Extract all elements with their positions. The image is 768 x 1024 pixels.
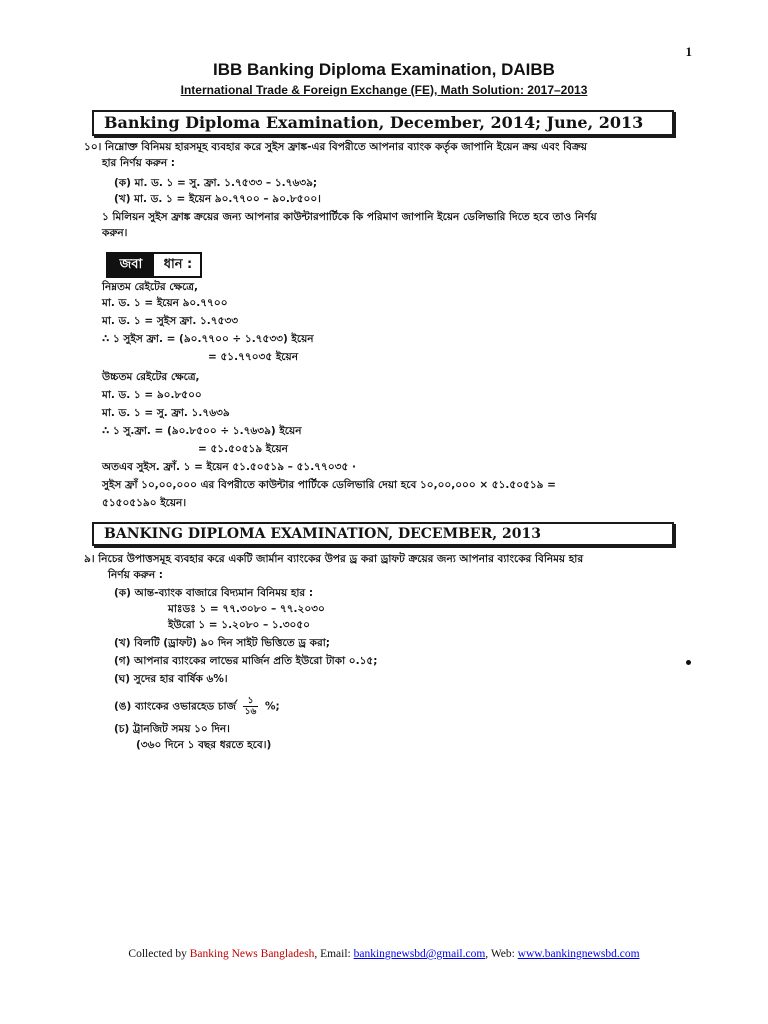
question-data-line: (৩৬০ দিনে ১ বছর ধরতে হবে।) <box>136 739 272 750</box>
question-data-line: (ঘ) সুদের হার বার্ষিক ৬%। <box>114 673 228 685</box>
solution-line: ∴ ১ সুইস ফ্রা. = (৯০.৭৭০০ ÷ ১.৭৫৩৩) ইয়েন <box>102 333 314 345</box>
solution-line: মা. ড. ১ = সু. ফ্রা. ১.৭৬৩৯ <box>102 407 230 419</box>
question-text-line: করুন। <box>102 227 128 239</box>
solution-line: মা. ড. ১ = ৯০.৮৫০০ <box>102 389 202 401</box>
question-rate-line: মাঃডঃ ১ = ৭৭.৩০৮০ – ৭৭.২০৩০ <box>168 603 325 615</box>
overhead-charge-label: (ঙ) ব্যাংকের ওভারহেড চার্জ <box>114 700 236 713</box>
question-rate-line: (ক) মা. ড. ১ = সু. ফ্রা. ১.৭৫৩৩ – ১.৭৬৩৯; <box>114 177 318 189</box>
solution-label-light: ধান : <box>163 257 193 272</box>
scanned-question-page <box>84 106 682 750</box>
percent-sign: %; <box>265 700 280 713</box>
document-title: IBB Banking Diploma Examination, DAIBB <box>213 60 555 79</box>
document-subtitle: International Trade & Foreign Exchange (FE), Math Solution: 2017–2013 <box>180 83 588 97</box>
question-text-line: নির্ণয় করুন : <box>108 569 163 581</box>
footer-web-label: Web: <box>490 948 515 960</box>
question-data-line: (ক) আন্ত-ব্যাংক বাজারে বিদ্যমান বিনিময় হার : <box>114 587 314 599</box>
footer-email-label: Email: <box>320 948 351 960</box>
question-data-line <box>114 696 280 717</box>
solution-line: মা. ড. ১ = সুইস ফ্রা. ১.৭৫৩৩ <box>102 315 239 327</box>
page-number: 1 <box>685 44 692 59</box>
solution-line: ৫১৫০৫১৯০ ইয়েন। <box>102 497 187 509</box>
question-rate-line: (খ) মা. ড. ১ = ইয়েন ৯০.৭৭০০ – ৯০.৮৫০০। <box>114 193 321 205</box>
footer-email-link[interactable]: bankingnewsbd@gmail.com <box>353 948 486 960</box>
solution-line: অতএব সুইস. ফ্রাঁ. ১ = ইয়েন ৫১.৫০৫১৯ – ৫১.৭৭০৩৫ · <box>102 461 356 473</box>
footer-source: Banking News Bangladesh <box>189 948 315 960</box>
footer-web-link[interactable]: www.bankingnewsbd.com <box>517 948 640 960</box>
solution-line: সুইস ফ্রাঁ ১০,০০,০০০ এর বিপরীতে কাউন্টার পার্টিকে ডেলিভারি দেয়া হবে ১০,০০,০০০ × ৫১.৫০৫১৯ = <box>102 479 556 491</box>
exam-heading-2014: Banking Diploma Examination, December, 2014; June, 2013 <box>92 110 674 136</box>
question-text-line: ১ মিলিয়ন সুইস ফ্রাঙ্ক ক্রয়ের জন্য আপনার কাউন্টারপার্টিকে কি পরিমাণ জাপানি ইয়েন ডেলিভারি দিতে হবে তাও নির্ণয় <box>102 211 597 223</box>
solution-line: উচ্চতম রেইটের ক্ষেত্রে, <box>102 371 200 383</box>
solution-label <box>106 252 202 278</box>
solution-label-dark: জবা <box>108 254 154 276</box>
question-data-line: (গ) আপনার ব্যাংকের লাভের মার্জিন প্রতি ইউরো টাকা ০.১৫; <box>114 655 378 667</box>
question-text-line: ১০। নিম্নোক্ত বিনিময় হারসমূহ ব্যবহার করে সুইস ফ্রাঙ্ক-এর বিপরীতে আপনার ব্যাংক কর্তৃক জাপানি ইয়েন ক্রয় এবং বিক্রয় <box>84 141 587 153</box>
fraction-numerator: ১ <box>243 696 259 707</box>
exam-heading-2013: BANKING DIPLOMA EXAMINATION, DECEMBER, 2013 <box>92 522 674 546</box>
document-header <box>0 60 768 97</box>
scan-dot-mark <box>686 660 691 665</box>
question-text-line: হার নির্ণয় করুন : <box>102 157 175 169</box>
solution-line: = ৫১.৭৭০৩৫ ইয়েন <box>208 351 298 363</box>
overhead-fraction <box>243 696 259 717</box>
question-text-line: ৯। নিচের উপাত্তসমূহ ব্যবহার করে একটি জার্মান ব্যাংকের উপর ড্র করা ড্রাফট ক্রয়ের জন্য আপনার ব্যাংকের বিনিময় হার <box>84 553 584 565</box>
question-data-line: (খ) বিলটি (ড্রাফট) ৯০ দিন সাইট ভিত্তিতে ড্র করা; <box>114 637 330 649</box>
solution-line: মা. ড. ১ = ইয়েন ৯০.৭৭০০ <box>102 297 228 309</box>
solution-line: = ৫১.৫০৫১৯ ইয়েন <box>198 443 288 455</box>
fraction-denominator: ১৬ <box>244 707 257 717</box>
footer: Collected by Banking News Bangladesh, Email: bankingnewsbd@gmail.com, Web: www.bankingnewsbd.com <box>128 948 640 960</box>
footer-collected-by: Collected by <box>128 948 187 960</box>
solution-line: নিম্নতম রেইটের ক্ষেত্রে, <box>102 281 198 293</box>
question-rate-line: ইউরো ১ = ১.২০৮০ – ১.৩০৫০ <box>168 619 311 631</box>
solution-line: ∴ ১ সু.ফ্রা. = (৯০.৮৫০০ ÷ ১.৭৬৩৯) ইয়েন <box>102 425 302 437</box>
question-data-line: (চ) ট্রানজিট সময় ১০ দিন। <box>114 723 230 735</box>
